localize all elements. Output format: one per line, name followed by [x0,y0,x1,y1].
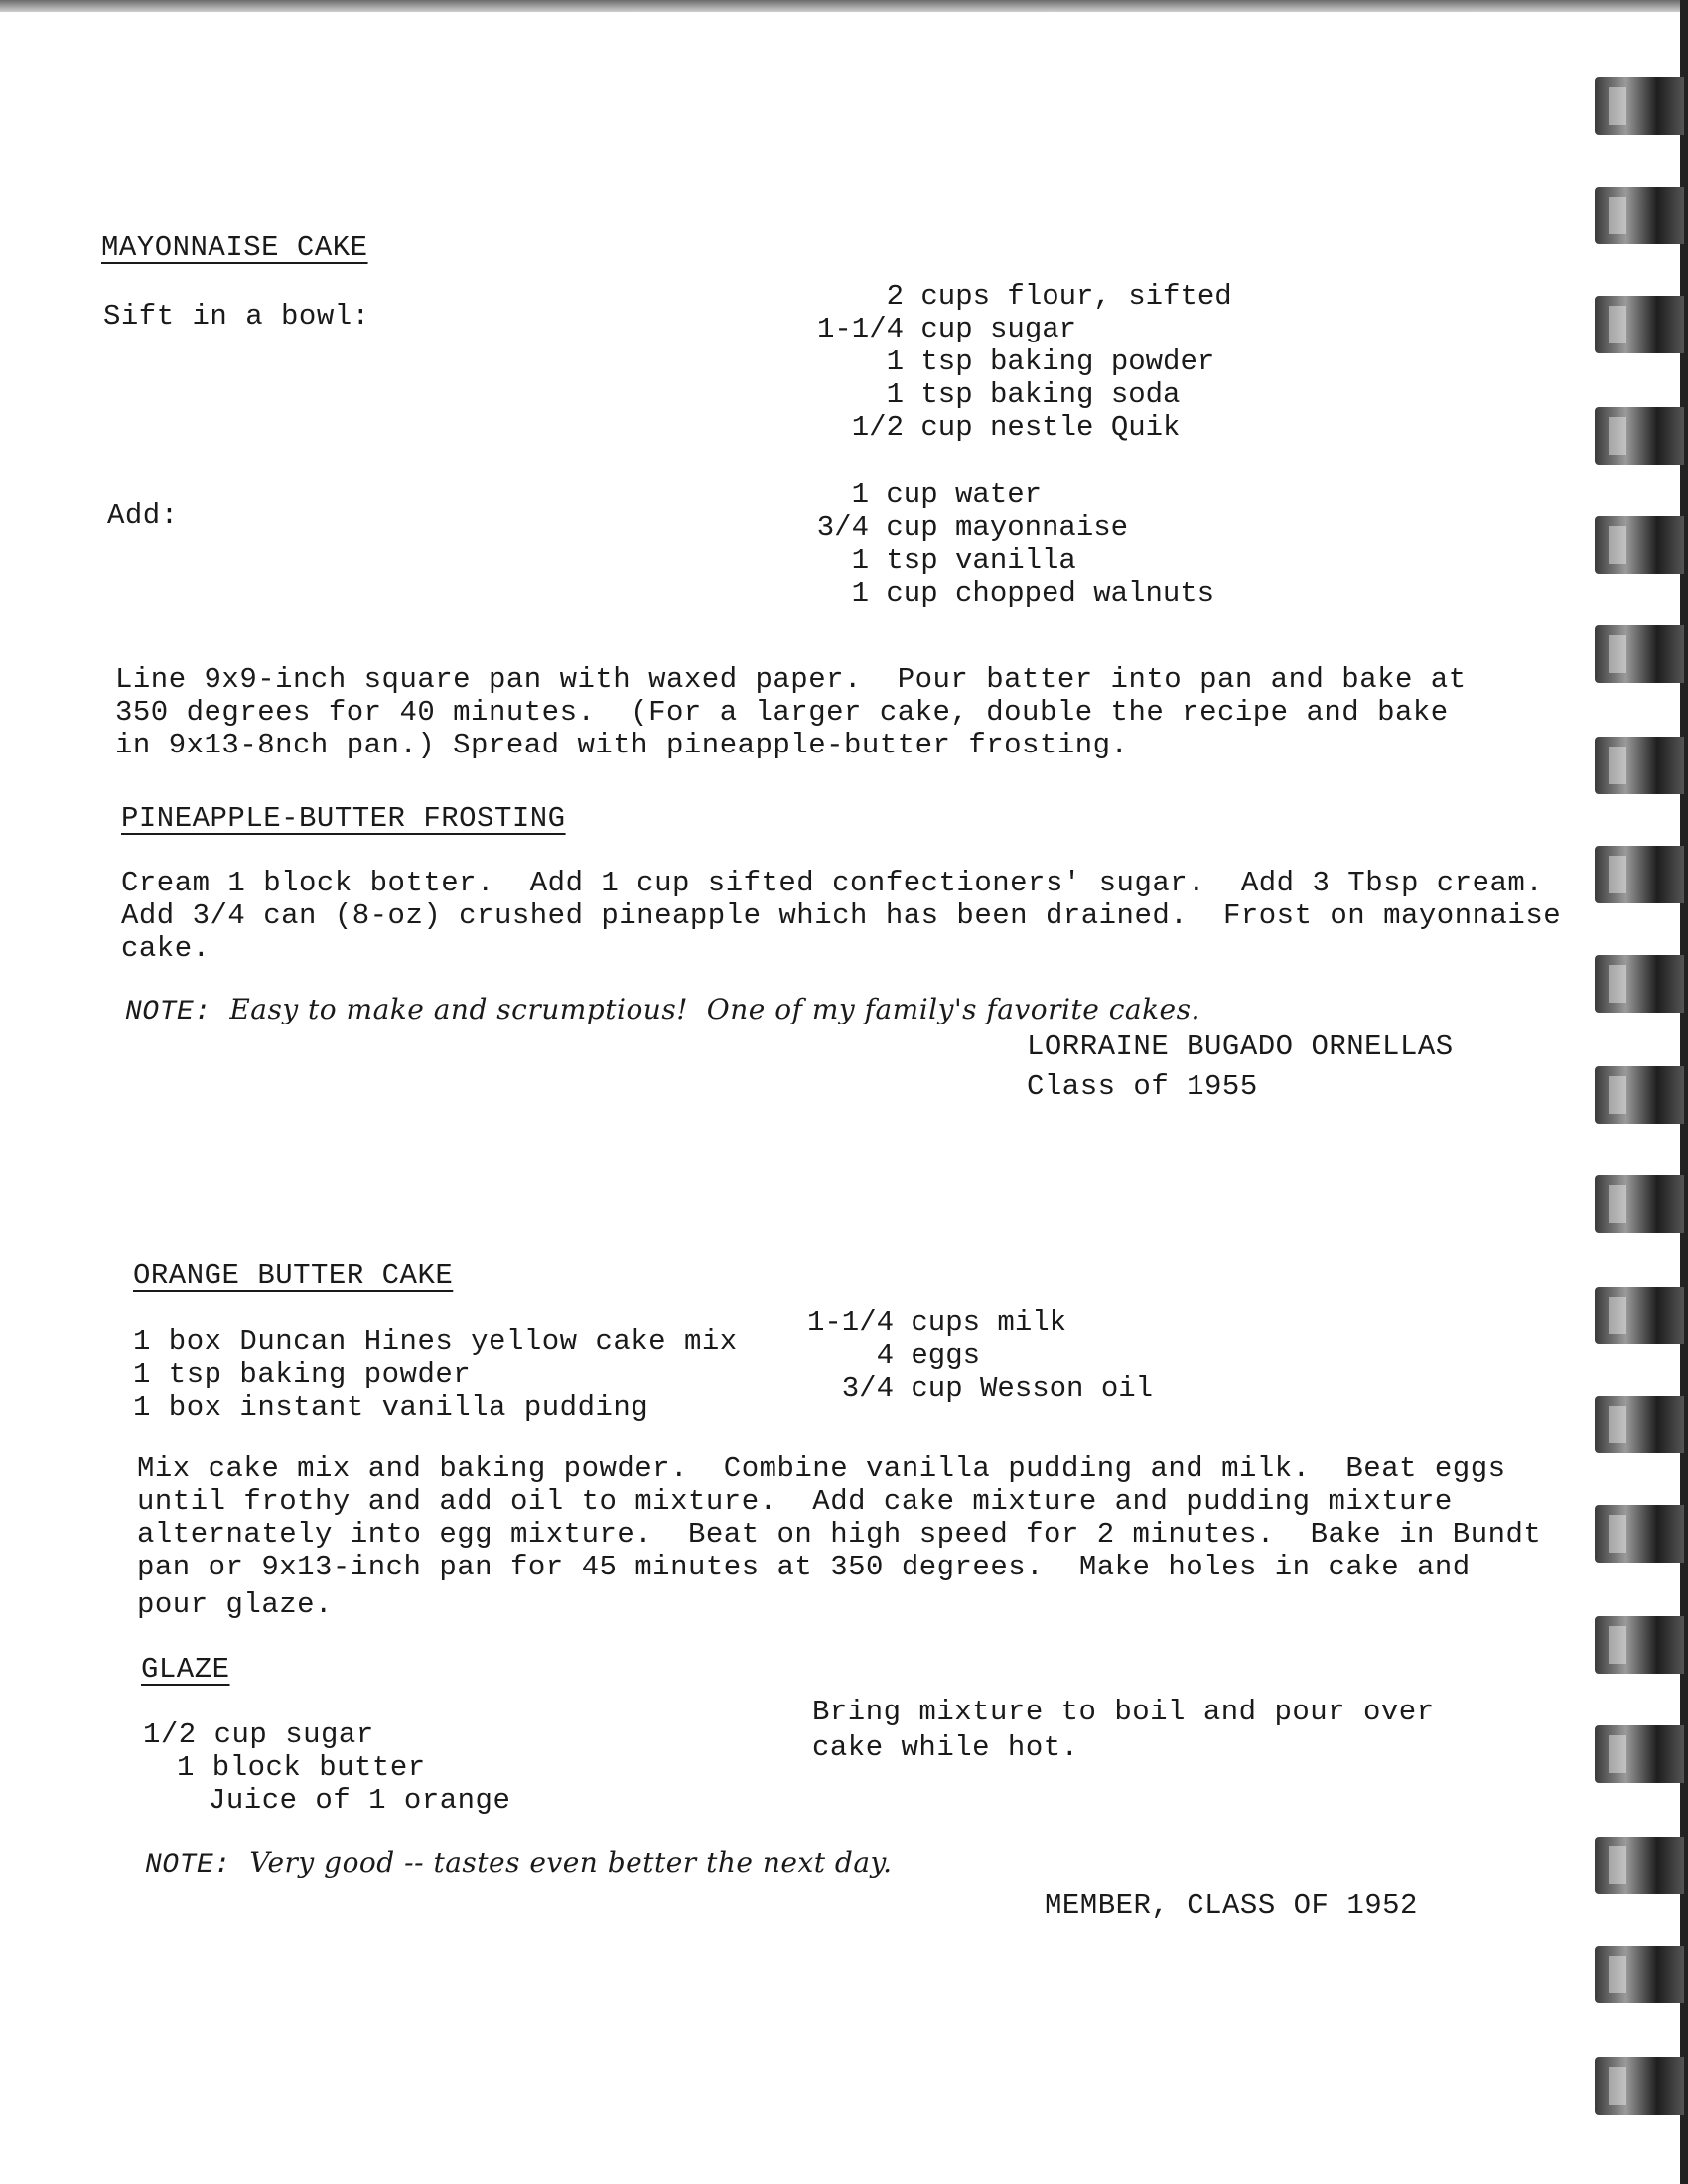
ingredient-row [755,313,1232,345]
orange-directions-line: pour glaze. [137,1588,333,1621]
frosting-directions-line: cake. [121,932,211,965]
glaze-ingredient: 1 block butter [177,1751,426,1784]
ingredient-row [774,544,1214,577]
glaze-note [145,1846,893,1882]
binding-ring [1595,1505,1684,1563]
binding-ring [1595,407,1684,465]
ingredient-name: tsp baking soda [920,378,1181,411]
binding-ring [1595,625,1684,683]
orange-butter-cake-title: ORANGE BUTTER CAKE [133,1259,454,1292]
ingredient-qty: 1/2 [851,411,904,444]
glaze-instruction-line: Bring mixture to boil and pour over [812,1696,1435,1728]
glaze-instruction-line: cake while hot. [812,1731,1079,1764]
add-label: Add: [107,499,179,532]
author-class: Class of 1955 [1027,1070,1258,1103]
mayonnaise-cake-title: MAYONNAISE CAKE [101,231,368,264]
binding-ring [1595,296,1684,353]
author-name: LORRAINE BUGADO ORNELLAS [1027,1030,1454,1063]
glaze-title: GLAZE [141,1653,230,1686]
ingredient-qty: 1 [886,345,904,378]
orange-directions-line: pan or 9x13-inch pan for 45 minutes at 350 degrees. Make holes in cake and [137,1551,1471,1583]
ingredient-qty: 1 [886,378,904,411]
note-text: Very good -- tastes even better the next day. [249,1846,893,1879]
glaze-author: MEMBER, CLASS OF 1952 [1045,1889,1418,1922]
binding-ring [1595,846,1684,903]
binding-ring [1595,516,1684,574]
binding-ring [1595,1616,1684,1674]
binding-ring [1595,1725,1684,1783]
ingredient-row [755,345,1232,378]
ingredient-qty: 3/4 [841,1372,894,1405]
ingredient-qty: 1 [851,544,869,577]
binding-ring [1595,1837,1684,1894]
binding-ring [1595,1175,1684,1233]
ingredient-name: cups flour, sifted [920,280,1232,313]
note-label: NOTE: [145,1850,231,1881]
orange-directions-line: Mix cake mix and baking powder. Combine vanilla pudding and milk. Beat eggs [137,1452,1506,1485]
ingredient-name: cup chopped walnuts [886,577,1215,610]
sift-label: Sift in a bowl: [103,300,370,333]
ingredient-qty: 4 [876,1339,894,1372]
ingredient-qty: 1-1/4 [816,313,904,345]
mayonnaise-note [125,993,1200,1028]
mayonnaise-directions-line: Line 9x9-inch square pan with waxed paper. Pour batter into pan and bake at [115,663,1467,696]
ingredient-row [794,1306,1153,1339]
orange-left-ingredient: 1 box instant vanilla pudding [133,1391,649,1424]
binding-ring [1595,2057,1684,2115]
ingredient-qty: 3/4 [816,511,869,544]
ingredient-name: eggs [911,1339,981,1372]
binding-ring [1595,955,1684,1013]
mayonnaise-directions-line: in 9x13-8nch pan.) Spread with pineapple-butter frosting. [115,729,1129,761]
ingredient-row [755,280,1232,313]
ingredient-row [774,511,1214,544]
ingredient-name: cup sugar [920,313,1077,345]
add-ingredient-list [774,478,1214,610]
sift-ingredient-list [755,280,1232,444]
pineapple-frosting-title: PINEAPPLE-BUTTER FROSTING [121,802,566,835]
ingredient-name: cups milk [911,1306,1067,1339]
ingredient-qty: 2 [886,280,904,313]
ingredient-row [774,478,1214,511]
binding-ring [1595,77,1684,135]
binding-ring [1595,1946,1684,2003]
frosting-directions-line: Cream 1 block botter. Add 1 cup sifted confectioners' sugar. Add 3 Tbsp cream. [121,867,1544,899]
ingredient-qty: 1-1/4 [806,1306,894,1339]
orange-right-ingredient-list [794,1306,1153,1405]
glaze-ingredient: 1/2 cup sugar [143,1718,374,1751]
ingredient-name: cup Wesson oil [911,1372,1154,1405]
ingredient-row [755,378,1232,411]
ingredient-name: cup water [886,478,1043,511]
binding-ring [1595,737,1684,794]
glaze-ingredient: Juice of 1 orange [209,1784,511,1817]
binding-ring [1595,1066,1684,1124]
ingredient-row [794,1339,1153,1372]
ingredient-row [755,411,1232,444]
orange-directions-line: until frothy and add oil to mixture. Add cake mixture and pudding mixture [137,1485,1453,1518]
ingredient-qty: 1 [851,478,869,511]
binding-ring [1595,187,1684,244]
note-label: NOTE: [125,997,211,1027]
ingredient-name: cup nestle Quik [920,411,1181,444]
orange-left-ingredient: 1 tsp baking powder [133,1358,472,1391]
frosting-directions-line: Add 3/4 can (8-oz) crushed pineapple which has been drained. Frost on mayonnaise [121,899,1562,932]
ingredient-row [774,577,1214,610]
note-text: Easy to make and scrumptious! One of my family's favorite cakes. [229,993,1200,1025]
ingredient-qty: 1 [851,577,869,610]
ingredient-name: tsp vanilla [886,544,1076,577]
scan-top-edge [0,0,1688,12]
mayonnaise-directions-line: 350 degrees for 40 minutes. (For a larger cake, double the recipe and bake [115,696,1449,729]
spiral-binding [1579,0,1688,2184]
ingredient-row [794,1372,1153,1405]
ingredient-name: tsp baking powder [920,345,1215,378]
orange-directions-line: alternately into egg mixture. Beat on high speed for 2 minutes. Bake in Bundt [137,1518,1542,1551]
binding-ring [1595,1396,1684,1453]
ingredient-name: cup mayonnaise [886,511,1129,544]
binding-ring [1595,1287,1684,1344]
orange-left-ingredient: 1 box Duncan Hines yellow cake mix [133,1325,738,1358]
